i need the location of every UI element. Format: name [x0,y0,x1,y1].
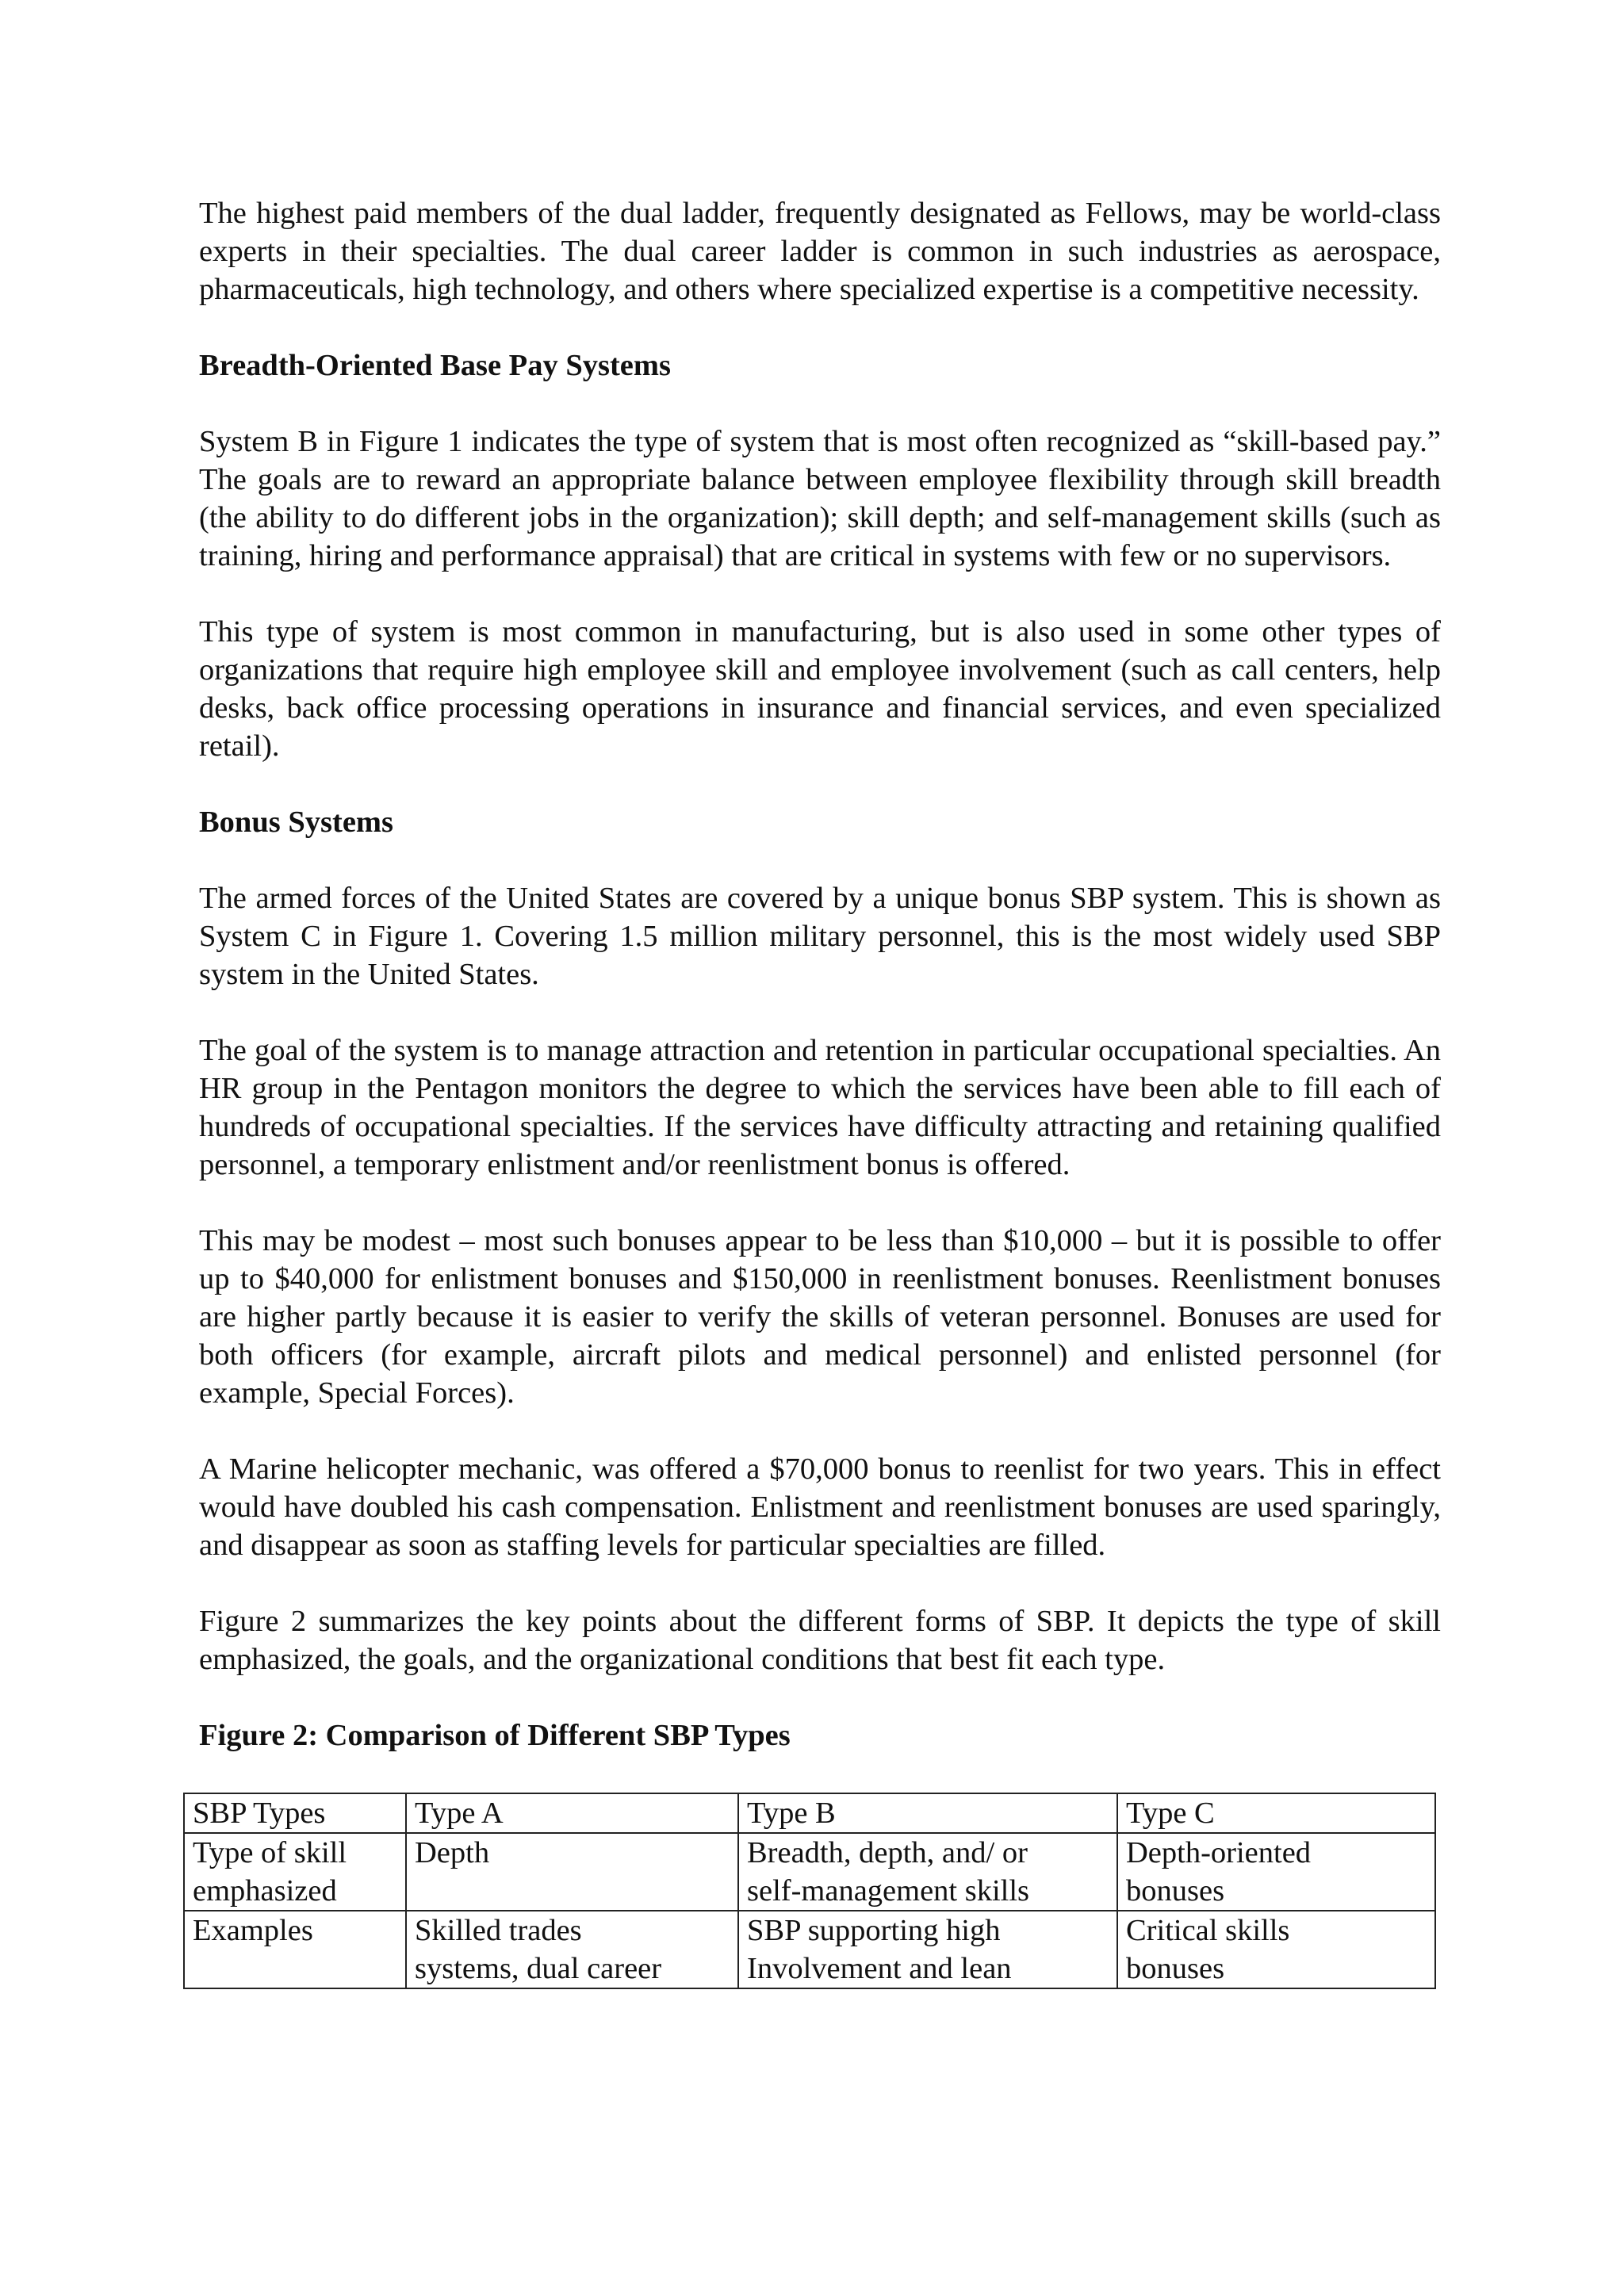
paragraph-armed-forces: The armed forces of the United States are covered by a unique bonus SBP system. This is shown as System C in Figure 1. Covering 1.5 million military personnel, this is the most widely used SBP system in the United States. [199,882,1441,991]
paragraph-goal: The goal of the system is to manage attraction and retention in particular occupational specialties. An HR group in the Pentagon monitors the degree to which the services have been able to fill each of hundreds of occupational specialties. If the services have difficulty attracting and retaining qualified personnel, a temporary enlistment and/or reenlistment bonus is offered. [199,1034,1441,1181]
paragraph-figure2-summary: Figure 2 summarizes the key points about the different forms of SBP. It depicts the type of skill emphasized, the goals, and the organizational conditions that best fit each type. [199,1605,1441,1676]
paragraph-manufacturing: This type of system is most common in manufacturing, but is also used in some other types of organizations that require high employee skill and employee involvement (such as call centers, help desks, back office processing operations in insurance and financial services, and even specialized retail). [199,615,1441,763]
table-cell [1117,1793,1435,1833]
cell-line: Skilled trades [415,1914,582,1947]
cell-line: bonuses [1126,1874,1225,1908]
table-row [184,1833,1435,1911]
figure2-table [183,1793,1436,1989]
table-cell [1117,1833,1435,1911]
cell-line: Type B [747,1797,836,1830]
cell-line: emphasized [193,1874,337,1908]
figure2-table-wrapper [183,1793,1434,1989]
heading-breadth-oriented: Breadth-Oriented Base Pay Systems [199,349,671,382]
cell-line: Type A [415,1797,504,1830]
table-cell [738,1833,1117,1911]
cell-line: SBP supporting high [747,1914,1001,1947]
heading-bonus-systems: Bonus Systems [199,806,393,839]
table-cell [1117,1911,1435,1988]
document-page [193,194,1441,1989]
cell-line: SBP Types [193,1797,326,1830]
paragraph-system-b: System B in Figure 1 indicates the type of system that is most often recognized as “skill-based pay.” The goals are to reward an appropriate balance between employee flexibility through skill breadth (the ability to do different jobs in the organization); skill depth; and self-management skills (such as training, hiring and performance appraisal) that are critical in systems with few or no supervisors. [199,425,1441,572]
paragraph-dual-ladder: The highest paid members of the dual ladder, frequently designated as Fellows, may be world-class experts in their specialties. The dual career ladder is common in such industries as aerospace, pharmaceuticals, high technology, and others where specialized expertise is a competitive necessity. [199,197,1441,306]
cell-line: bonuses [1126,1952,1225,1985]
table-row [184,1793,1435,1833]
figure2-title: Figure 2: Comparison of Different SBP Types [199,1719,791,1752]
cell-line: Critical skills [1126,1914,1290,1947]
table-cell [406,1833,738,1911]
cell-line: Type of skill [193,1836,347,1869]
table-cell [738,1911,1117,1988]
table-cell [406,1911,738,1988]
table-cell [406,1793,738,1833]
cell-line: Breadth, depth, and/ or [747,1836,1028,1869]
cell-line: Type C [1126,1797,1215,1830]
table-row [184,1911,1435,1988]
paragraph-bonus-amounts: This may be modest – most such bonuses appear to be less than $10,000 – but it is possible to offer up to $40,000 for enlistment bonuses and $150,000 in reenlistment bonuses. Reenlistment bonuses are higher partly because it is easier to verify the skills of veteran personnel. Bonuses are used for both officers (for example, aircraft pilots and medical personnel) and enlisted personnel (for example, Special Forces). [199,1224,1441,1410]
table-cell [184,1793,406,1833]
table-cell [184,1833,406,1911]
cell-line: systems, dual career [415,1952,662,1985]
cell-line: Depth [415,1836,490,1869]
cell-line: self-management skills [747,1874,1030,1908]
paragraph-marine-mechanic: A Marine helicopter mechanic, was offered a $70,000 bonus to reenlist for two years. This in effect would have doubled his cash compensation. Enlistment and reenlistment bonuses are used sparingly, and disappear as soon as staffing levels for particular specialties are filled. [199,1452,1441,1562]
cell-line: Involvement and lean [747,1952,1012,1985]
cell-line: Examples [193,1914,313,1947]
cell-line: Depth-oriented [1126,1836,1312,1869]
table-cell [738,1793,1117,1833]
table-cell [184,1911,406,1988]
